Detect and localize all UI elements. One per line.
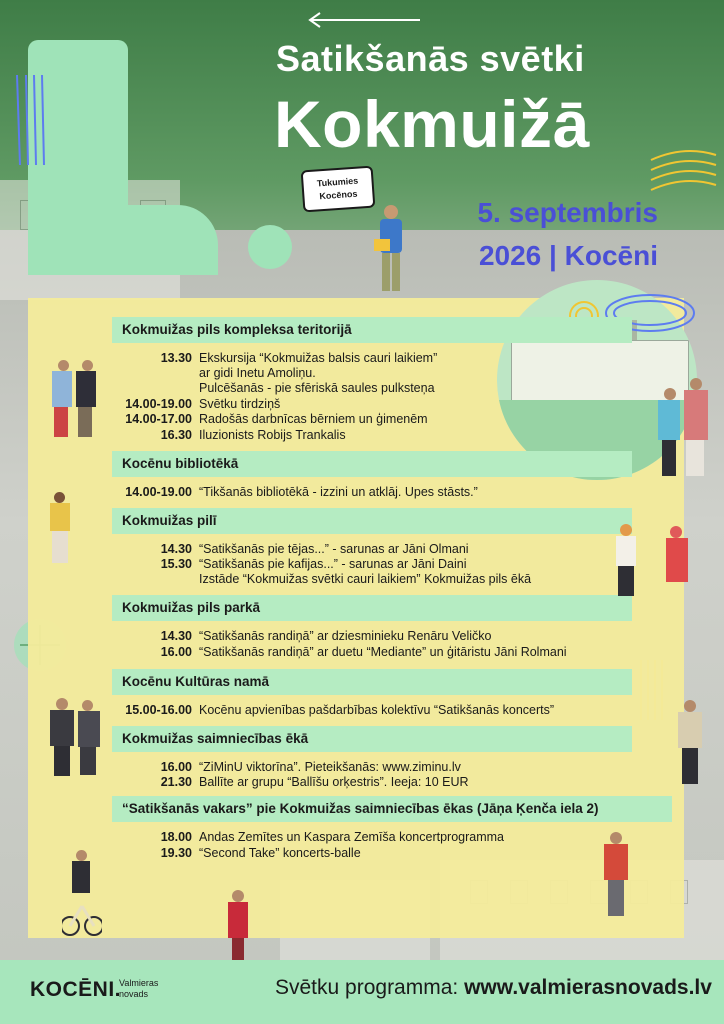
event-time: 21.30 bbox=[160, 775, 192, 789]
event-desc: Izstāde “Kokmuižas svētki cauri laikiem” Kokmuižas pils ēkā bbox=[199, 572, 532, 586]
poster-title-line2: Kokmuižā bbox=[274, 87, 590, 161]
event-desc: Ekskursija “Kokmuižas balsis cauri laikiem” bbox=[199, 351, 438, 365]
event-time: 18.00 bbox=[160, 830, 192, 844]
event-desc: “Satikšanās randiņā” ar duetu “Mediante” un ģitāristu Jāni Rolmani bbox=[199, 645, 567, 659]
event-time: 14.00-17.00 bbox=[125, 412, 192, 426]
badge-line2: Kocēnos bbox=[319, 188, 358, 202]
event-desc: Radošās darbnīcas bērniem un ģimenēm bbox=[199, 412, 428, 426]
dancing-kids-figure bbox=[610, 524, 700, 604]
man-standing-figure bbox=[676, 700, 704, 786]
event-time: 15.00-16.00 bbox=[125, 703, 192, 717]
event-desc: Ballīte ar grupu “Ballīšu orķestris”. Ieeja: 10 EUR bbox=[199, 775, 469, 789]
arrow-doodle-icon bbox=[300, 8, 430, 32]
event-desc: “Second Take” koncerts-balle bbox=[199, 846, 361, 860]
section-heading-evening: “Satikšanās vakars” pie Kokmuižas saimniecības ēkas (Jāņa Ķenča iela 2) bbox=[112, 796, 672, 822]
event-desc: “ZiMinU viktorīna”. Pieteikšanās: www.ziminu.lv bbox=[199, 760, 461, 774]
woman-walking-figure bbox=[46, 492, 74, 564]
event-time: 14.30 bbox=[160, 629, 192, 643]
blue-scribble-icon bbox=[12, 70, 52, 170]
event-time: 14.00-19.00 bbox=[125, 397, 192, 411]
event-time: 19.30 bbox=[160, 846, 192, 860]
man-walking-figure bbox=[598, 832, 634, 918]
couple-standing-figure bbox=[46, 698, 106, 778]
program-url-link[interactable]: www.valmierasnovads.lv bbox=[464, 976, 712, 999]
koceni-logo: KOCĒNI. bbox=[30, 978, 122, 1001]
logo-subtitle bbox=[119, 978, 158, 1000]
event-desc: Kocēnu apvienības pašdarbības kolektīvu “Satikšanās koncerts” bbox=[199, 703, 555, 717]
section-heading-complex: Kokmuižas pils kompleksa teritorijā bbox=[112, 317, 632, 343]
event-desc: “Satikšanās pie tējas...” - sarunas ar Jāni Olmani bbox=[199, 542, 469, 556]
big-dot-shape bbox=[248, 225, 292, 269]
event-time: 15.30 bbox=[160, 557, 192, 571]
event-desc: Iluzionists Robijs Trankalis bbox=[199, 428, 346, 442]
event-time: 14.00-19.00 bbox=[125, 485, 192, 499]
event-time: 16.30 bbox=[160, 428, 192, 442]
event-time: 16.00 bbox=[160, 645, 192, 659]
event-desc: Andas Zemītes un Kaspara Zemīša koncertprogramma bbox=[199, 830, 504, 844]
poster-title-line1: Satikšanās svētki bbox=[276, 38, 585, 79]
badge-line1: Tukumies bbox=[316, 175, 359, 189]
walking-child-figure bbox=[374, 205, 410, 295]
tukumies-badge bbox=[301, 166, 376, 213]
event-time: 13.30 bbox=[160, 351, 192, 365]
family-figure bbox=[656, 378, 712, 478]
event-desc: ar gidi Inetu Amoliņu. bbox=[199, 366, 316, 380]
event-desc: “Satikšanās pie kafijas...” - sarunas ar Jāni Daini bbox=[199, 557, 467, 571]
event-desc: Pulcēšanās - pie sfēriskā saules pulksteņa bbox=[199, 381, 435, 395]
event-desc: Svētku tirdziņš bbox=[199, 397, 281, 411]
program-label: Svētku programma: bbox=[275, 976, 459, 999]
event-desc: “Tikšanās bibliotēkā - izzini un atklāj. Upes stāsts.” bbox=[199, 485, 478, 499]
program-link-text bbox=[275, 976, 712, 1000]
section-heading-culture-house: Kocēnu Kultūras namā bbox=[112, 669, 632, 695]
event-time: 14.30 bbox=[160, 542, 192, 556]
woman-red-figure bbox=[224, 890, 252, 970]
section-heading-park: Kokmuižas pils parkā bbox=[112, 595, 632, 621]
section-heading-castle: Kokmuižas pilī bbox=[112, 508, 632, 534]
event-desc: “Satikšanās randiņā” ar dziesminieku Renāru Veličko bbox=[199, 629, 492, 643]
big-letter-k-foot bbox=[28, 205, 218, 275]
event-year-place: 2026 | Kocēni bbox=[478, 240, 658, 271]
event-time: 16.00 bbox=[160, 760, 192, 774]
section-heading-farm-building: Kokmuižas saimniecības ēkā bbox=[112, 726, 632, 752]
logo-subtitle-line2: novads bbox=[119, 989, 149, 999]
logo-subtitle-line1: Valmieras bbox=[119, 978, 159, 988]
couple-walking-figure bbox=[44, 360, 104, 440]
cyclist-figure bbox=[62, 850, 102, 940]
yellow-scribble-icon bbox=[646, 140, 722, 200]
section-heading-library: Kocēnu bibliotēkā bbox=[112, 451, 632, 477]
event-date: 5. septembris bbox=[477, 197, 658, 228]
